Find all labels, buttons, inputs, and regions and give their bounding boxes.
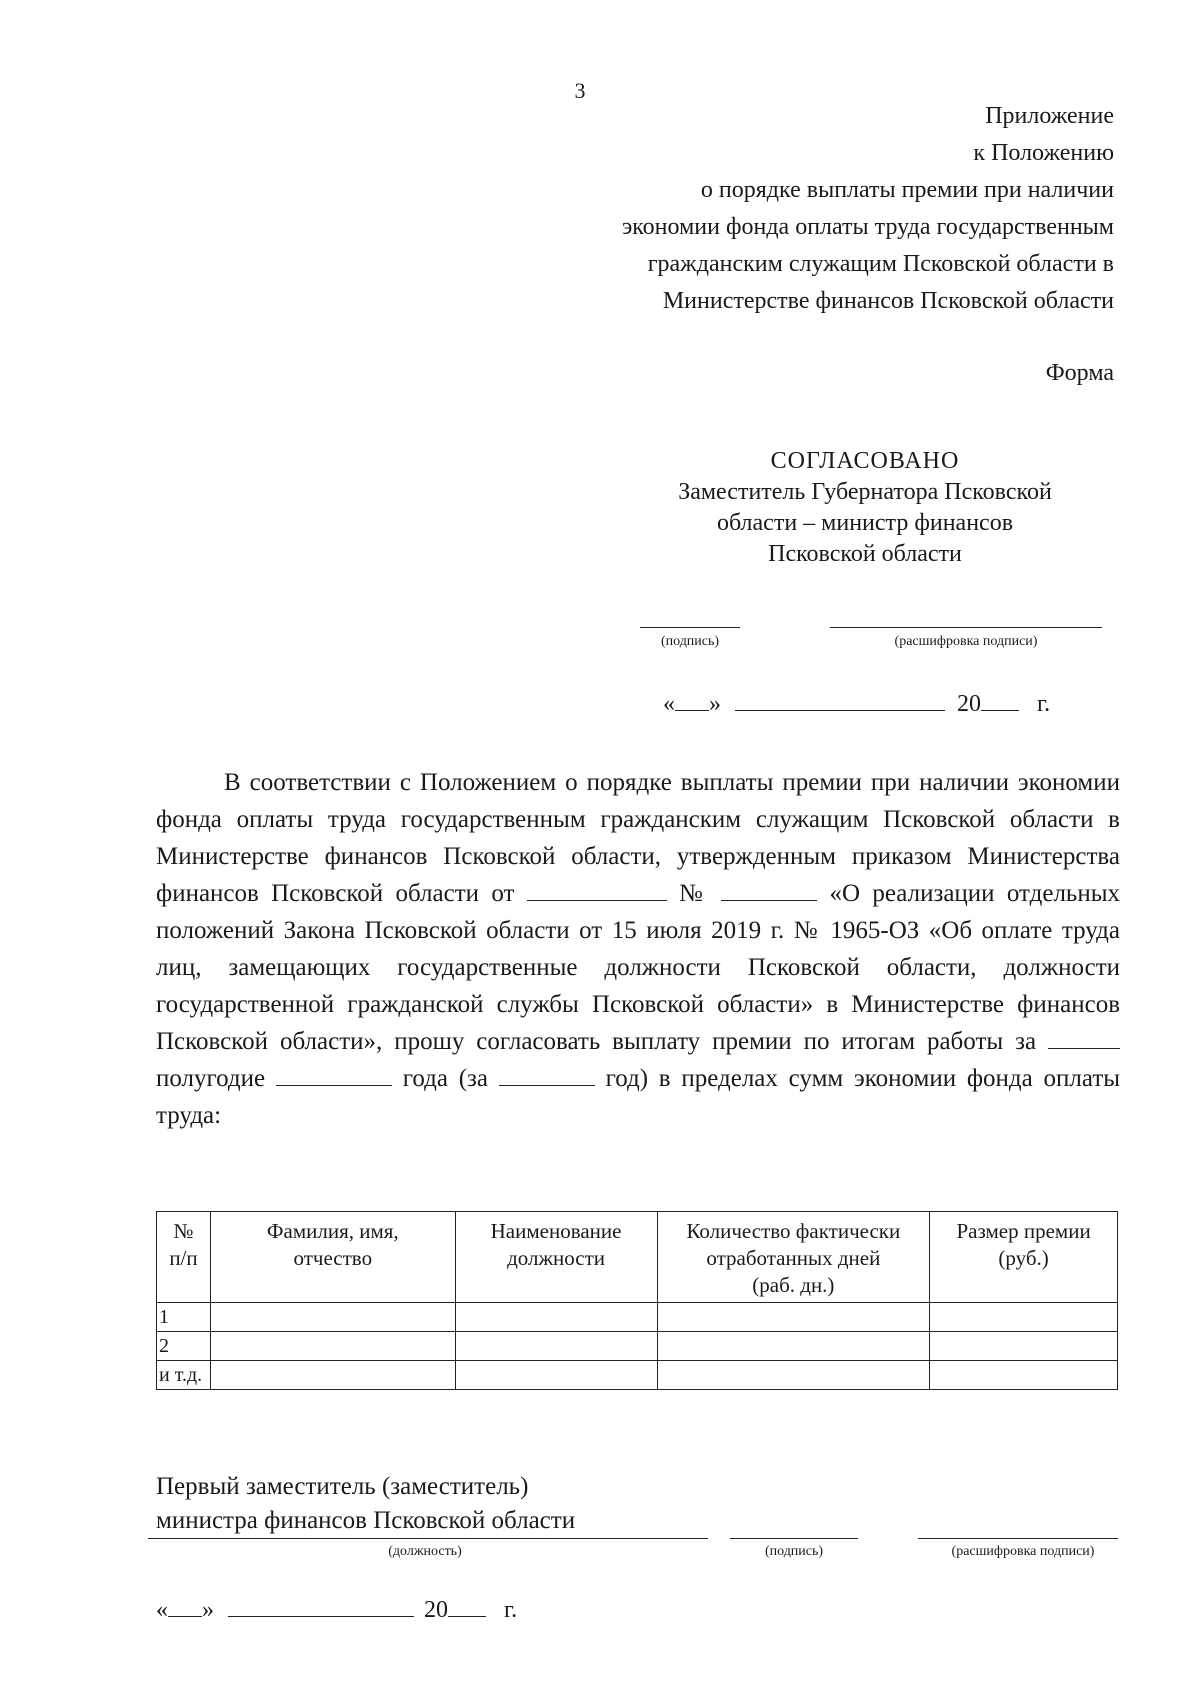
table-header-row [157, 1212, 1118, 1303]
row-number-cell: 2 [157, 1332, 211, 1361]
body-segment: полугодие [156, 1065, 266, 1092]
date-year-blank[interactable] [981, 690, 1019, 711]
date-year-prefix: 20 [424, 1597, 448, 1623]
table-cell[interactable] [455, 1332, 657, 1361]
year-blank[interactable] [276, 1065, 392, 1086]
approval-line: Заместитель Губернатора Псковской [678, 479, 1052, 505]
signer-signature-line[interactable] [730, 1538, 858, 1539]
date-month-blank[interactable] [228, 1596, 414, 1617]
table-cell[interactable] [455, 1303, 657, 1332]
appendix-line: Министерстве финансов Псковской области [662, 288, 1114, 314]
date-open-quote: « [156, 1597, 168, 1623]
appendix-line: гражданским служащим Псковской области в [647, 251, 1114, 277]
signer-date [156, 1596, 517, 1624]
approval-signature-caption: (подпись) [660, 634, 720, 649]
signer-decryption-line[interactable] [918, 1538, 1118, 1539]
date-year-suffix: г. [1037, 691, 1051, 717]
signer-title-line: Первый заместитель (заместитель) [156, 1473, 529, 1500]
approval-heading: СОГЛАСОВАНО [770, 448, 960, 474]
row-number-cell: и т.д. [157, 1361, 211, 1390]
signer-decryption-caption: (расшифровка подписи) [951, 1544, 1095, 1559]
approval-decryption-caption: (расшифровка подписи) [894, 634, 1038, 649]
date-month-blank[interactable] [735, 690, 945, 711]
signer-block [156, 1470, 575, 1538]
column-header-full-name: Фамилия, имя, отчество [210, 1212, 455, 1303]
approval-decryption-line[interactable] [830, 627, 1102, 628]
signer-position-caption: (должность) [388, 1544, 462, 1559]
form-label: Форма [1045, 360, 1114, 386]
table-row [157, 1361, 1118, 1390]
approval-signature-line[interactable] [640, 627, 740, 628]
column-header-bonus-amount: Размер премии (руб.) [930, 1212, 1118, 1303]
column-header-days-worked: Количество фактически отработанных дней (раб. дн.) [657, 1212, 930, 1303]
column-header-position: Наименование должности [455, 1212, 657, 1303]
body-segment: год) в пределах сумм экономии фонда оплаты труда: [156, 1065, 1121, 1129]
appendix-line: экономии фонда оплаты труда государственным [621, 214, 1114, 240]
approval-line: области – министр финансов [716, 510, 1014, 536]
table-row [157, 1303, 1118, 1332]
table-cell[interactable] [930, 1303, 1118, 1332]
approval-date [663, 690, 1050, 718]
date-year-prefix: 20 [957, 691, 981, 717]
appendix-line: о порядке выплаты премии при наличии [700, 177, 1114, 203]
date-close-quote: » [202, 1597, 214, 1623]
signer-title-line: министра финансов Псковской области [156, 1507, 576, 1534]
table-cell[interactable] [455, 1361, 657, 1390]
date-year-blank[interactable] [448, 1596, 486, 1617]
body-segment: В соответствии с Положением о порядке выплаты премии при наличии экономии фонда оплаты труда государственным гражданским служащим Псковской области в Министерстве финансов Псковской области, утвержденным приказом Министерства финансов Псковской области от [156, 769, 1120, 907]
body-segment: «О реализации отдельных положений Закона Псковской области от 15 июля 2019 г. № 1965-ОЗ «Об оплате труда лиц, замещающих государственные должности Псковской области, должности государственной гражданской службы Псковской области» в Министерстве финансов Псковской области», прошу согласовать выплату премии по итогам работы за [156, 880, 1120, 1055]
appendix-line: к Положению [973, 140, 1114, 166]
date-close-quote: » [709, 691, 721, 717]
half-year-blank[interactable] [1048, 1028, 1120, 1049]
page-number: 3 [574, 78, 586, 103]
row-number-cell: 1 [157, 1303, 211, 1332]
table-cell[interactable] [657, 1332, 930, 1361]
order-date-blank[interactable] [527, 880, 667, 901]
appendix-line: Приложение [985, 103, 1114, 129]
date-open-quote: « [663, 691, 675, 717]
table-row [157, 1332, 1118, 1361]
table-cell[interactable] [930, 1361, 1118, 1390]
approval-line: Псковской области [768, 541, 962, 567]
appendix-header [622, 98, 1114, 320]
table-cell[interactable] [657, 1361, 930, 1390]
table-cell[interactable] [210, 1303, 455, 1332]
full-year-blank[interactable] [499, 1065, 595, 1086]
bonus-table [156, 1211, 1118, 1390]
table-cell[interactable] [210, 1332, 455, 1361]
date-day-blank[interactable] [675, 690, 709, 711]
date-day-blank[interactable] [168, 1596, 202, 1617]
body-segment: года (за [402, 1065, 488, 1092]
table-cell[interactable] [210, 1361, 455, 1390]
approval-block [610, 446, 1120, 570]
table-cell[interactable] [657, 1303, 930, 1332]
order-number-blank[interactable] [721, 880, 817, 901]
column-header-number: № п/п [157, 1212, 211, 1303]
signer-position-line[interactable] [148, 1538, 708, 1539]
body-segment: № [679, 880, 709, 907]
table-cell[interactable] [930, 1332, 1118, 1361]
request-body [156, 764, 1120, 1134]
date-year-suffix: г. [504, 1597, 518, 1623]
signer-signature-caption: (подпись) [764, 1544, 824, 1559]
